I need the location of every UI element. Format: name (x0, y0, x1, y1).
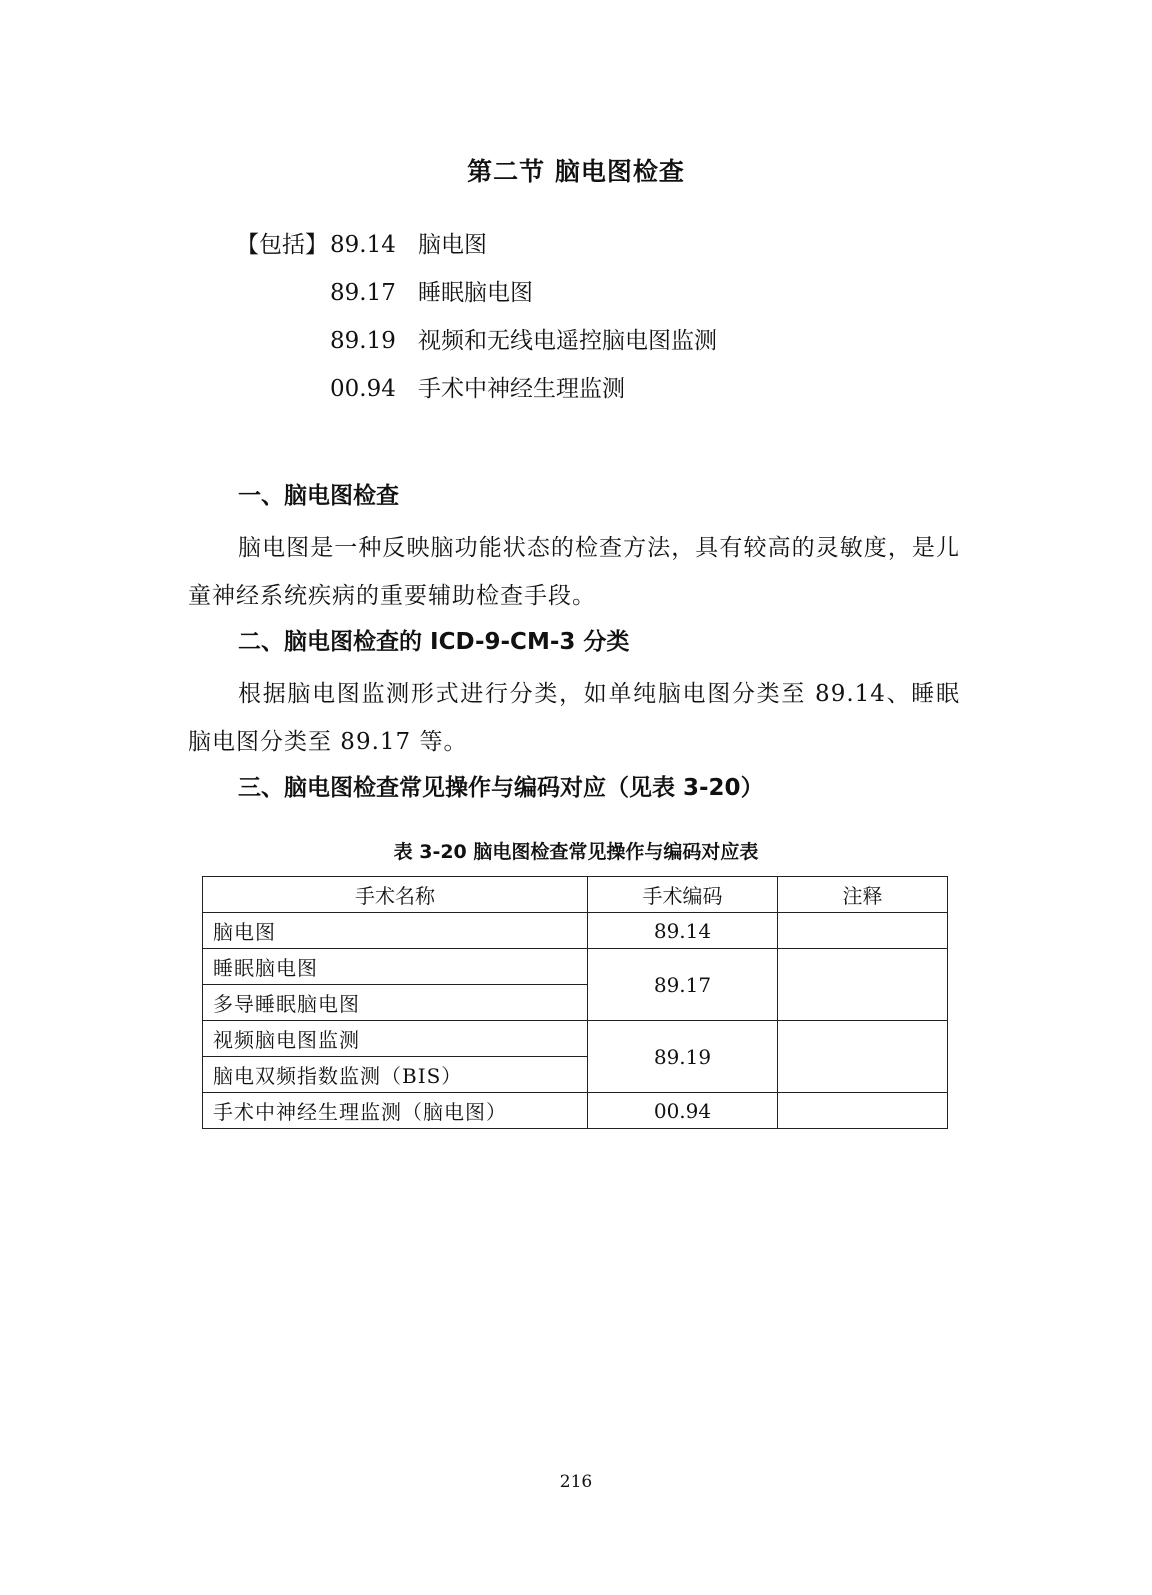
note-cell (778, 1021, 948, 1093)
page-number: 216 (559, 1472, 593, 1492)
includes-item (0, 228, 1152, 262)
note-cell (778, 913, 948, 949)
table-row (203, 1093, 948, 1129)
table-row (203, 913, 948, 949)
procedure-code-cell: 89.17 (588, 949, 778, 1021)
procedure-name-cell: 脑电双频指数监测（BIS） (203, 1057, 588, 1093)
procedure-name-cell: 多导睡眠脑电图 (203, 985, 588, 1021)
includes-item (0, 324, 1152, 358)
section-heading: 二、脑电图检查的 ICD-9-CM-3 分类 (238, 629, 630, 655)
includes-name: 睡眠脑电图 (418, 280, 533, 306)
section-paragraph: 根据脑电图监测形式进行分类，如单纯脑电图分类至 89.14、睡眠脑电图分类至 89.17 等。 (188, 681, 960, 755)
table-header-cell: 注释 (778, 877, 948, 913)
note-cell (778, 1093, 948, 1129)
table-header-row (203, 877, 948, 913)
table-row (203, 949, 948, 985)
includes-item (0, 372, 1152, 406)
includes-code: 89.17 (330, 280, 396, 306)
procedure-name-cell: 视频脑电图监测 (203, 1021, 588, 1057)
procedure-code-cell: 89.19 (588, 1021, 778, 1093)
includes-bracket-label: 【包括】 (236, 232, 328, 258)
table-caption: 表 3-20 脑电图检查常见操作与编码对应表 (393, 841, 759, 863)
includes-name: 视频和无线电遥控脑电图监测 (418, 328, 717, 354)
includes-item (0, 276, 1152, 310)
section-title: 第二节 脑电图检查 (467, 157, 685, 186)
table-row (203, 1021, 948, 1057)
section-heading: 一、脑电图检查 (238, 483, 399, 509)
procedure-code-cell: 00.94 (588, 1093, 778, 1129)
includes-name: 手术中神经生理监测 (418, 376, 625, 402)
code-table (202, 876, 948, 1129)
note-cell (778, 949, 948, 1021)
procedure-name-cell: 脑电图 (203, 913, 588, 949)
includes-code: 00.94 (330, 376, 396, 402)
procedure-code-cell: 89.14 (588, 913, 778, 949)
procedure-name-cell: 睡眠脑电图 (203, 949, 588, 985)
includes-code: 89.14 (330, 232, 396, 258)
section-heading: 三、脑电图检查常见操作与编码对应（见表 3-20） (238, 775, 764, 801)
includes-code: 89.19 (330, 328, 396, 354)
includes-name: 脑电图 (418, 232, 487, 258)
table-header-cell: 手术编码 (588, 877, 778, 913)
section-paragraph: 脑电图是一种反映脑功能状态的检查方法，具有较高的灵敏度，是儿童神经系统疾病的重要辅助检查手段。 (188, 535, 960, 609)
table-header-cell: 手术名称 (203, 877, 588, 913)
procedure-name-cell: 手术中神经生理监测（脑电图） (203, 1093, 588, 1129)
